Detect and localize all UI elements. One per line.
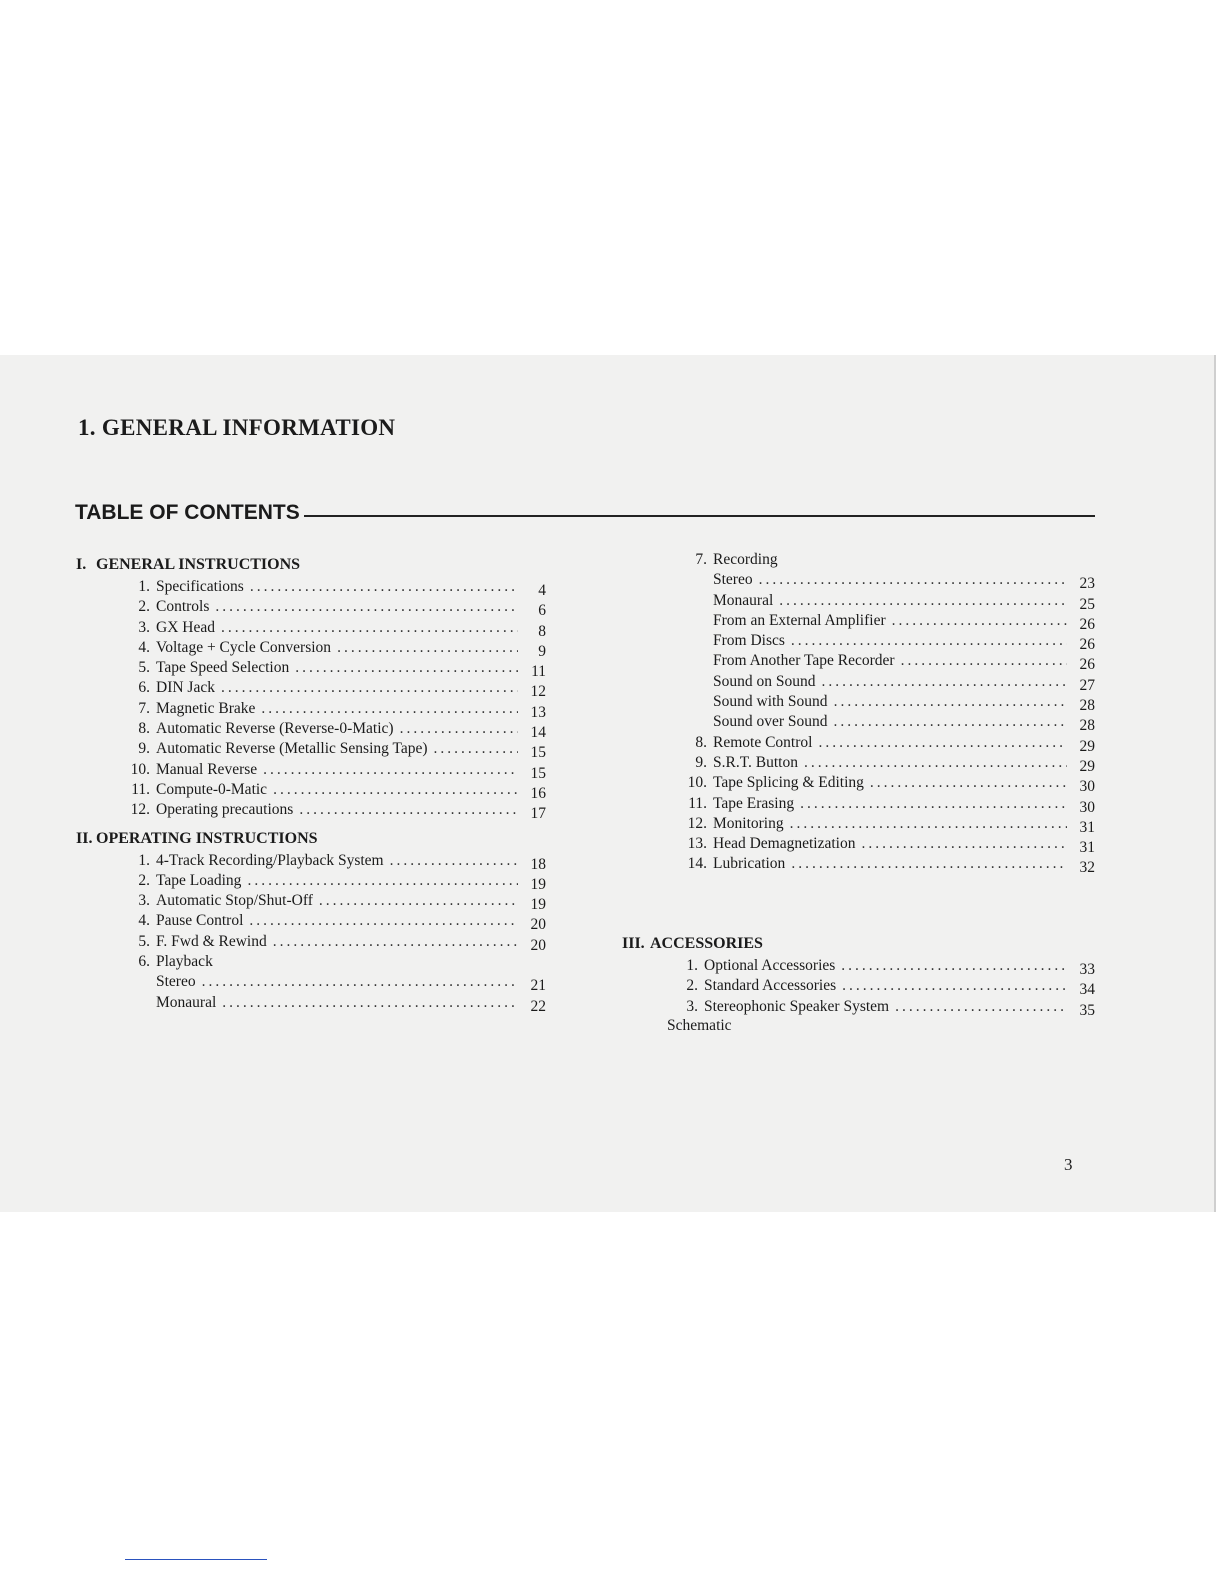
toc-section-accessories [622,932,1095,1035]
entry-label: Optional Accessories [704,957,836,974]
entry-number: 2. [138,598,150,616]
entry-label: Compute-0-Matic [156,780,268,798]
entry-page: 30 [1079,798,1095,816]
entry-page: 28 [1079,717,1095,735]
entry-label: Pause Control [156,912,244,930]
dot-leader [247,871,518,891]
entry-label: Automatic Reverse (Reverse-0-Matic) [156,720,394,738]
entry-page: 9 [538,642,546,660]
toc-entry[interactable] [665,814,1095,834]
entry-page: 16 [530,784,546,802]
entry-number: 12. [130,801,150,819]
dot-leader [834,692,1067,712]
entry-page: 26 [1079,615,1095,633]
entry-number: 1. [138,578,150,595]
toc-subentry[interactable] [76,993,546,1013]
entry-label: Head Demagnetization [713,835,856,853]
section-numeral: II. [76,829,93,847]
dot-leader [390,851,518,871]
section-title-text: ACCESSORIES [650,935,763,952]
entry-number: 5. [138,932,150,950]
entry-page: 18 [530,855,546,873]
dot-leader [221,618,518,638]
dot-leader [299,800,518,820]
toc-entry[interactable] [76,952,546,972]
entry-number: 4. [138,638,150,656]
entry-label: Monaural [156,993,217,1011]
entry-number: 1. [686,957,698,974]
entry-number: 8. [695,733,707,751]
entry-page: 4 [538,582,546,599]
dot-leader [215,597,518,617]
entry-label: Tape Speed Selection [156,659,290,677]
entry-label: Playback [156,953,213,971]
schematic-entry[interactable]: Schematic [667,1016,732,1034]
entry-page: 13 [530,703,546,721]
toc-entry[interactable] [76,780,546,800]
toc-entry[interactable] [76,800,546,823]
dot-leader [895,997,1067,1017]
entry-number: 10. [687,774,707,792]
toc-entry[interactable] [665,733,1095,753]
toc-entry[interactable] [622,956,1095,976]
entry-label: Sound on Sound [713,672,816,690]
toc-entry[interactable] [76,871,546,891]
entry-page: 26 [1079,656,1095,674]
entry-page: 33 [1079,961,1095,978]
toc-title-row [75,498,1095,528]
entry-number: 3. [686,997,698,1015]
entry-page: 19 [530,875,546,893]
toc-title-rule [304,515,1095,517]
entry-number: 8. [138,720,150,738]
entry-page: 6 [538,602,546,620]
entry-label: Controls [156,598,210,616]
section-numeral: III. [622,935,645,952]
dot-leader [822,672,1068,692]
entry-label: Operating precautions [156,801,294,819]
dot-leader [804,753,1067,773]
toc-entry[interactable] [76,851,546,871]
toc-subentry[interactable] [665,712,1095,735]
toc-subentry[interactable] [665,672,1095,692]
entry-label: From Discs [713,632,785,650]
toc-entry[interactable] [665,773,1095,796]
dot-leader [790,814,1067,834]
entry-label: Magnetic Brake [156,699,256,717]
entry-number: 2. [686,977,698,995]
entry-number: 10. [130,760,150,778]
entry-number: 4. [138,912,150,930]
entry-page: 20 [530,936,546,954]
toc-entry[interactable] [76,891,546,914]
entry-page: 32 [1079,859,1095,877]
entry-page: 35 [1079,1001,1095,1019]
toc-right-column [665,550,1095,875]
entry-page: 30 [1079,778,1095,796]
page-number: 3 [1064,1155,1073,1174]
entry-label: 4-Track Recording/Playback System [156,851,384,869]
dot-leader [400,719,518,739]
entry-page: 11 [531,663,546,681]
toc-section-operating-instructions [76,827,546,1013]
entry-label: Recording [713,551,778,568]
toc-subentry[interactable] [76,972,546,995]
toc-entry[interactable] [622,997,1095,1017]
entry-page: 21 [530,977,546,995]
section-numeral: I. [76,556,87,573]
entry-label: F. Fwd & Rewind [156,932,267,950]
dot-leader [221,678,518,698]
toc-left-column [76,553,546,1013]
entry-number: 13. [687,835,707,853]
entry-number: 11. [688,794,707,812]
entry-page: 27 [1079,676,1095,694]
entry-label: Lubrication [713,855,786,873]
entry-label: Stereophonic Speaker System [704,997,890,1015]
entry-page: 8 [538,622,546,640]
toc-entry[interactable] [665,794,1095,814]
section-title [622,932,1095,956]
entry-number: 6. [138,953,150,971]
entry-label: Automatic Stop/Shut-Off [156,892,313,910]
entry-number: 6. [138,679,150,697]
entry-label: Voltage + Cycle Conversion [156,638,332,656]
entry-label: Specifications [156,578,244,595]
entry-page: 12 [530,683,546,701]
entry-number: 9. [695,753,707,771]
page-link-underline[interactable] [125,1559,267,1560]
toc-entry[interactable] [665,854,1095,877]
toc-subentry[interactable] [665,570,1095,593]
page-heading: 1. GENERAL INFORMATION [78,415,396,440]
entry-page: 15 [530,764,546,782]
entry-number: 3. [138,892,150,910]
dot-leader [249,911,518,931]
entry-page: 26 [1079,636,1095,654]
dot-leader [892,611,1067,631]
dot-leader [791,631,1067,651]
entry-number: 2. [138,871,150,889]
section-title [76,827,546,851]
entry-label: Sound with Sound [713,693,828,711]
entry-page: 15 [530,744,546,762]
toc-subentry[interactable] [665,692,1095,715]
toc-section-general-instructions [76,553,546,821]
entry-label: Monitoring [713,814,784,832]
entry-page: 20 [530,916,546,934]
toc-entry[interactable] [622,976,1095,999]
entry-number: 1. [138,851,150,869]
toc-subentry[interactable] [665,591,1095,611]
dot-leader [319,891,518,911]
entry-number: 7. [695,551,707,568]
toc-entry[interactable] [76,577,546,597]
entry-number: 3. [138,618,150,636]
entry-label: Tape Loading [156,871,242,889]
toc-entry[interactable] [76,760,546,780]
entry-label: Automatic Reverse (Metallic Sensing Tape) [156,740,428,758]
entry-label: From an External Amplifier [713,611,886,629]
toc-entry[interactable] [76,911,546,934]
dot-leader [841,956,1067,976]
toc-entry[interactable] [665,753,1095,773]
entry-page: 17 [530,805,546,823]
entry-label: Remote Control [713,733,813,751]
dot-leader [834,712,1067,732]
entry-page: 22 [530,997,546,1015]
entry-page: 29 [1079,757,1095,775]
entry-label: Sound over Sound [713,713,828,731]
dot-leader [842,976,1067,996]
dot-leader [261,699,518,719]
entry-number: 12. [687,814,707,832]
entry-label: Tape Splicing & Editing [713,774,864,792]
entry-number: 14. [687,855,707,873]
entry-label: Stereo [713,571,753,589]
dot-leader [779,591,1067,611]
toc-entry[interactable] [76,719,546,742]
entry-page: 31 [1079,839,1095,857]
entry-number: 11. [131,780,150,798]
entry-page: 34 [1079,981,1095,999]
entry-number: 7. [138,699,150,717]
entry-label: S.R.T. Button [713,753,798,771]
dot-leader [759,570,1067,590]
entry-label: Standard Accessories [704,977,837,995]
toc-entry[interactable] [76,678,546,701]
toc-entry[interactable] [76,932,546,952]
dot-leader [800,794,1067,814]
entry-page: 31 [1079,818,1095,836]
toc-subentry[interactable] [665,651,1095,674]
entry-label: Manual Reverse [156,760,258,778]
dot-leader [337,638,518,658]
entry-page: 23 [1079,575,1095,593]
toc-entry[interactable] [665,834,1095,857]
entry-number: 5. [138,659,150,677]
dot-leader [295,658,518,678]
entry-label: Tape Erasing [713,794,795,812]
dot-leader [273,932,518,952]
toc-entry[interactable] [76,618,546,638]
dot-leader [222,993,518,1013]
entry-page: 29 [1079,737,1095,755]
dot-leader [434,739,518,759]
entry-page: 14 [530,724,546,742]
entry-label: Stereo [156,973,196,991]
dot-leader [870,773,1067,793]
entry-number: 9. [138,740,150,758]
toc-entry[interactable] [76,658,546,681]
entry-page: 19 [530,896,546,914]
toc-subentry[interactable] [665,611,1095,631]
entry-page: 25 [1079,595,1095,613]
dot-leader [202,972,518,992]
entry-label: From Another Tape Recorder [713,652,895,670]
toc-entry[interactable] [76,739,546,762]
entry-label: Monaural [713,591,774,609]
toc-entry[interactable] [665,550,1095,570]
dot-leader [273,780,518,800]
toc-entry[interactable] [76,597,546,620]
toc-entry[interactable] [76,638,546,658]
dot-leader [250,577,518,597]
dot-leader [791,854,1067,874]
section-title-text: GENERAL INSTRUCTIONS [96,556,301,573]
dot-leader [901,651,1067,671]
entry-page: 28 [1079,697,1095,715]
dot-leader [861,834,1067,854]
toc-entry[interactable] [76,699,546,719]
toc-subentry[interactable] [665,631,1095,654]
section-title-text: OPERATING INSTRUCTIONS [96,829,318,847]
toc-title: TABLE OF CONTENTS [75,501,300,524]
dot-leader [818,733,1067,753]
entry-label: DIN Jack [156,679,215,697]
dot-leader [263,760,518,780]
section-title [76,553,546,577]
entry-label: GX Head [156,618,215,636]
